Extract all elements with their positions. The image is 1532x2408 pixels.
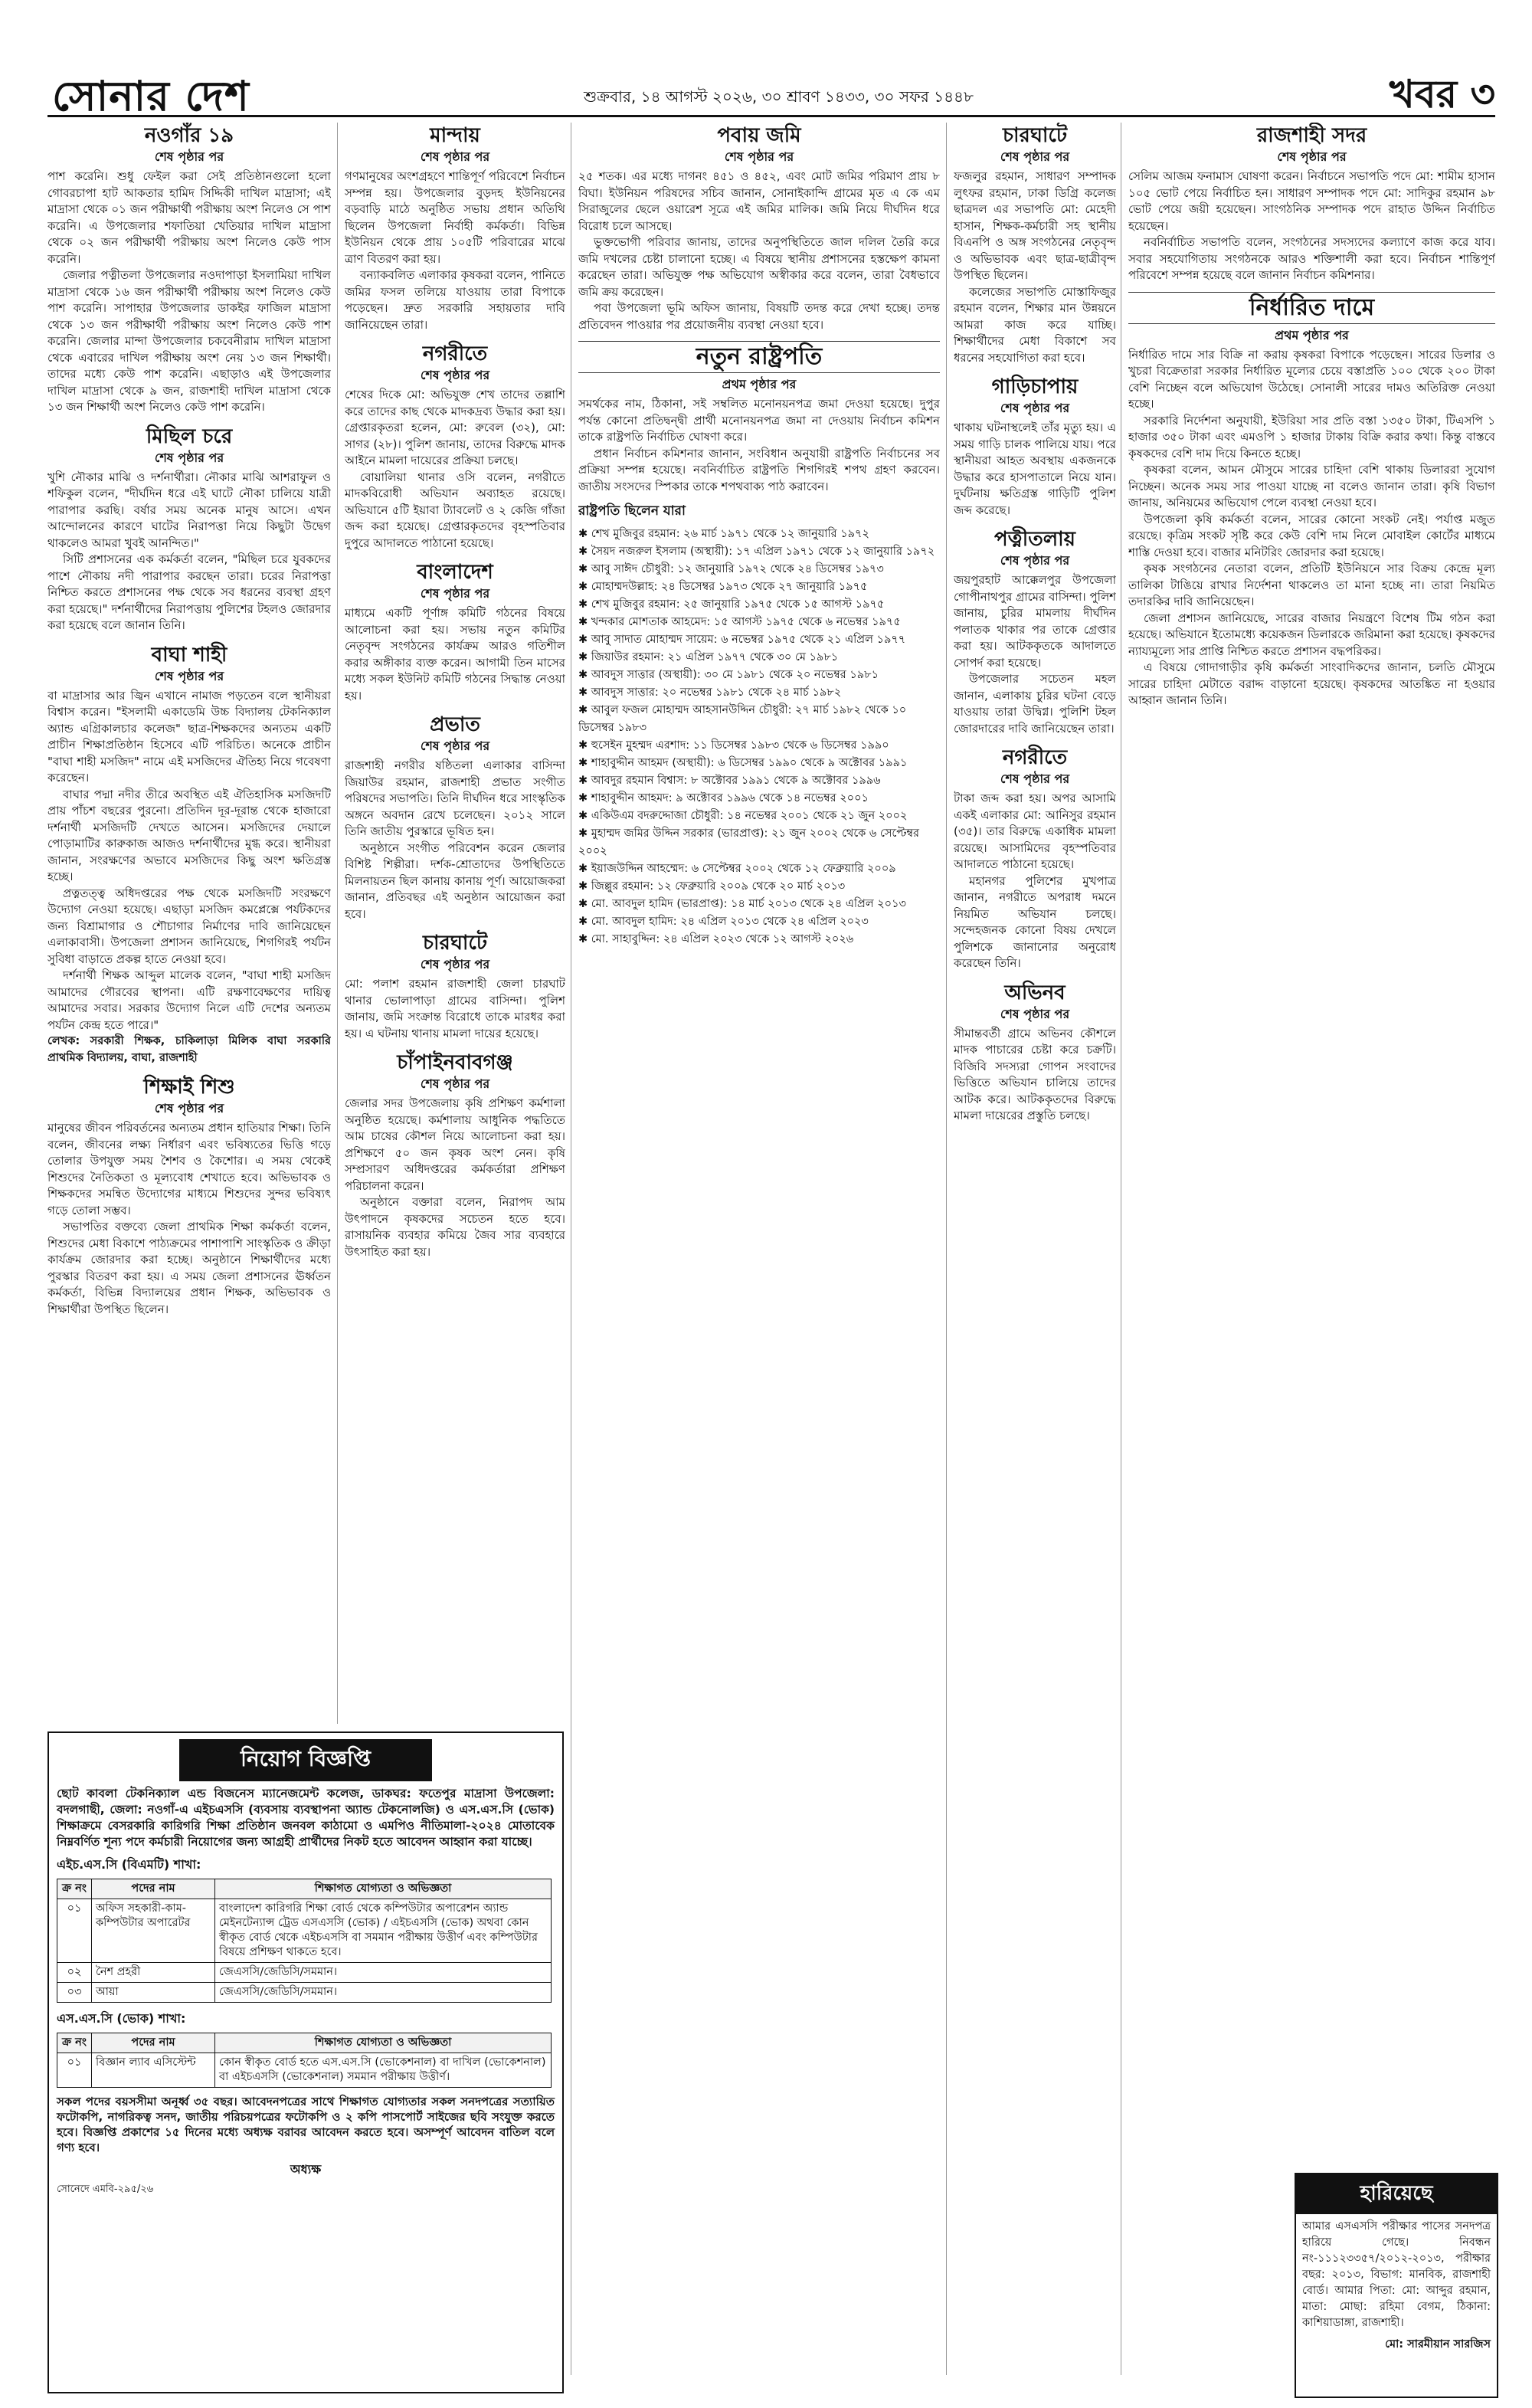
story-bangladesh: [345, 559, 565, 704]
president-list-item: ✱ জিল্লুর রহমান: ১২ ফেব্রুয়ারি ২০০৯ থেকে ২০ মার্চ ২০১৩: [578, 878, 940, 896]
story-paragraph: টাকা জব্দ করা হয়। অপর আসামি একই এলাকার মো: আনিসুর রহমান (৩৫)। তার বিরুদ্ধে একাধিক মামলা রয়েছে। আসামিদের বৃহস্পতিবার আদালতে পাঠানো হয়েছে।: [954, 791, 1116, 871]
story-paragraph: মো: পলাশ রহমান রাজশাহী জেলা চারঘাট থানার ভোলাপাড়া গ্রামের বাসিন্দা। পুলিশ জানায়, জমি সংক্রান্ত বিরোধে তাকে মারধর করা হয়। এ ঘটনায় থানায় মামলা দায়ের হয়েছে।: [345, 977, 565, 1040]
ad-table-ssc: [57, 2033, 552, 2088]
column-3: [578, 123, 940, 2375]
post-name: বিজ্ঞান ল্যাব এসিস্টেন্ট: [92, 2053, 215, 2088]
story-paragraph: সেলিম আজম ফনামাস ঘোষণা করেন। নির্বাচনে সভাপতি পদে মো: শামীম হাসান ১০৫ ভোট পেয়ে নির্বাচিত হন। সাধারণ সম্পাদক পদে মো: সাদিকুর রহমান ৯৮ ভোট পেয়ে জয়ী হয়েছেন। সাংগঠনিক সম্পাদক পদে রাহাত উদ্দিন নির্বাচিত হয়েছেন।: [1128, 169, 1495, 233]
story-paragraph: রাজশাহী নগরীর ষষ্ঠিতলা এলাকার বাসিন্দা জিয়াউর রহমান, রাজশাহী প্রভাত সংগীত পরিষদের সভাপতি। তিনি দীর্ঘদিন ধরে সাংস্কৃতিক অঙ্গনে অবদান রেখে চলেছেন। ২০১২ সালে তিনি জাতীয় পুরস্কারে ভূষিত হন।: [345, 758, 565, 838]
president-list-item: ✱ আবু সাঈদ চৌধুরী: ১২ জানুয়ারি ১৯৭২ থেকে ২৪ ডিসেম্বর ১৯৭৩: [578, 561, 940, 578]
president-list-item: ✱ ইয়াজউদ্দিন আহম্মেদ: ৬ সেপ্টেম্বর ২০০২ থেকে ১২ ফেব্রুয়ারি ২০০৯: [578, 860, 940, 878]
president-list-item: ✱ মো. সাহাবুদ্দিন: ২৪ এপ্রিল ২০২৩ থেকে ১২ আগস্ট ২০২৬: [578, 931, 940, 948]
story-paragraph: খুশি নৌকার মাঝি ও দর্শনার্থীরা। নৌকার মাঝি আশরাফুল ও শফিকুল বলেন, "দীর্ঘদিন ধরে এই ঘাটে নৌকা চালিয়ে যাত্রী পারাপার করছি। বর্ষার সময় অনেক মানুষ আসে। এখন আন্দোলনের কারণে ঘাটের নিরাপত্তা নিয়ে কিছুটা উদ্বেগ থাকলেও আমরা খুবই আনন্দিত।": [47, 470, 331, 550]
continuation-label: শেষ পৃষ্ঠার পর: [420, 586, 490, 601]
continuation-label: শেষ পৃষ্ঠার পর: [420, 149, 490, 164]
post-number: ০২: [57, 1963, 92, 1983]
story-title: বাঘা শাহী: [151, 643, 228, 667]
newspaper-logo: সোনার দেশ: [52, 71, 250, 120]
story-paragraph: উপজেলার সচেতন মহল জানান, এলাকায় চুরির ঘটনা বেড়ে যাওয়ায় তারা উদ্বিগ্ন। পুলিশি টহল জোরদারের দাবি জানিয়েছেন তারা।: [954, 672, 1116, 736]
story-paragraph: ২৫ শতক। এর মধ্যে দাগনং ৪৫১ ও ৪৫২, এবং মোট জমির পরিমাণ প্রায় ৮ বিঘা। ইউনিয়ন পরিষদের সচিব জানান, সোনাইকান্দি গ্রামের মৃত এ কে এম সিরাজুলের ছেলে ওয়ারেশ সূত্রে এই জমির মালিক। জমি নিয়ে দীর্ঘদিন ধরে বিরোধ চলে আসছে।: [578, 169, 940, 233]
story-potnitolay: [954, 526, 1116, 737]
story-bagha-shahi: [47, 642, 331, 1067]
story-nogorite-2: [954, 745, 1116, 972]
story-title: নওগাঁর ১৯: [144, 124, 234, 147]
post-qualification: কোন স্বীকৃত বোর্ড হতে এস.এস.সি (ভোকেশনাল) বা দাখিল (ভোকেশনাল) বা এইচএসসি (ভোকেশনাল) সমমান পরীক্ষায় উত্তীর্ণ।: [215, 2053, 552, 2088]
column-divider: [337, 123, 338, 1724]
story-naogaon: [47, 123, 331, 416]
story-nogorite: [345, 341, 565, 552]
president-list-item: ✱ আবদুস সাত্তার (অস্থায়ী): ৩০ মে ১৯৮১ থেকে ২০ নভেম্বর ১৯৮১: [578, 667, 940, 684]
president-list-item: ✱ সৈয়দ নজরুল ইসলাম (অস্থায়ী): ১৭ এপ্রিল ১৯৭১ থেকে ১২ জানুয়ারি ১৯৭২: [578, 543, 940, 561]
story-paragraph: সীমান্তবর্তী গ্রামে অভিনব কৌশলে মাদক পাচারের চেষ্টা করে চক্রটি। বিজিবি সদস্যরা গোপন সংবাদের ভিত্তিতে অভিযান চালিয়ে তাদের আটক করে। আটককৃতদের বিরুদ্ধে মামলা দায়েরের প্রস্তুতি চলছে।: [954, 1026, 1116, 1122]
story-title: বাংলাদেশ: [417, 561, 493, 584]
story-poba-jomi: [578, 123, 940, 333]
continuation-label: শেষ পৃষ্ঠার পর: [154, 1101, 224, 1116]
continuation-label: শেষ পৃষ্ঠার পর: [724, 149, 794, 164]
story-paragraph: গণমানুষের অংশগ্রহণে শান্তিপূর্ণ পরিবেশে নির্বাচন সম্পন্ন হয়। উপজেলার বুড়দহ ইউনিয়নের বড়বাড়ি মাঠে অনুষ্ঠিত সভায় প্রধান অতিথি ছিলেন উপজেলা নির্বাহী কর্মকর্তা। বিভিন্ন ইউনিয়ন থেকে প্রায় ১০৫টি পরিবারের মাঝে ত্রাণ বিতরণ করা হয়।: [345, 169, 565, 266]
story-paragraph: জেলার সদর উপজেলায় কৃষি প্রশিক্ষণ কর্মশালা অনুষ্ঠিত হয়েছে। কর্মশালায় আধুনিক পদ্ধতিতে আম চাষের কৌশল নিয়ে আলোচনা করা হয়। প্রশিক্ষণে ৫০ জন কৃষক অংশ নেন। কৃষি সম্প্রসারণ অধিদপ্তরের কর্মকর্তারা প্রশিক্ষণ পরিচালনা করেন।: [345, 1096, 565, 1193]
story-manda: [345, 123, 565, 333]
story-paragraph: জয়পুরহাট আক্কেলপুর উপজেলা গোপীনাথপুর গ্রামের বাসিন্দা। পুলিশ জানায়, চুরির মামলায় দীর্ঘদিন পলাতক থাকার পর তাকে গ্রেপ্তার করা হয়। আটককৃতকে আদালতে সোপর্দ করা হয়েছে।: [954, 573, 1116, 670]
story-paragraph: নির্ধারিত দামে সার বিক্রি না করায় কৃষকরা বিপাকে পড়েছেন। সারের ডিলার ও খুচরা বিক্রেতারা সরকার নির্ধারিত মূল্যের চেয়ে বস্তাপ্রতি ১০০ থেকে ২০০ টাকা বেশি নিচ্ছেন বলে অভিযোগ উঠেছে। সোনালী সারের দামও অতিরিক্ত নেওয়া হচ্ছে।: [1128, 347, 1495, 411]
author-byline: লেখক: সরকারী শিক্ষক, চাকিলাড়া মিলিক বাঘা সরকারি প্রাথমিক বিদ্যালয়, বাঘা, রাজশাহী: [47, 1035, 331, 1064]
ad-title: নিয়োগ বিজ্ঞপ্তি: [179, 1739, 432, 1781]
story-paragraph: জেলার পত্নীতলা উপজেলার নওদাপাড়া ইসলামিয়া দাখিল মাদ্রাসা থেকে ১৬ জন পরীক্ষার্থী পরীক্ষায় অংশ নিলেও কেউ পাশ করেনি। সাপাহার উপজেলার ডাকইর ফাজিল মাদ্রাসা থেকে ১৩ জন পরীক্ষার্থী পরীক্ষায় অংশ নিলেও কেউ পাশ করেনি। জেলার মান্দা উপজেলার চকবেনীরাম দাখিল মাদ্রাসা থেকে এবারের দাখিল পরীক্ষায় অংশ নেয় ১৩ জন শিক্ষার্থী। তাদের মধ্যে কেউ পাশ করেনি। এছাড়াও এই উপজেলার দাখিল মাদ্রাসা থেকে ৯ জন, রাজশাহী দাখিল মাদ্রাসা থেকে ১৩ জন শিক্ষার্থী অংশ নিলেও কেউ পাশ করেনি।: [47, 268, 331, 414]
story-paragraph: পাশ করেনি। শুধু ফেইল করা সেই প্রতিষ্ঠানগুলো হলো গোবরচাপা হাট আকতার হামিদ সিদ্দিকী দাখিল মাদ্রাসা; এই মাদ্রাসা থেকে ০১ জন পরীক্ষার্থী পরীক্ষায় অংশ নিলেও সে পাশ করেনি। এ উপজেলার শফাতিয়া খেতিয়ার দাখিল মাদ্রাসা থেকে ০২ জন পরীক্ষার্থী পরীক্ষায় অংশ নিলেও কেউ পাস করেনি।: [47, 169, 331, 266]
post-name: অফিস সহকারী-কাম-কম্পিউটার অপারেটর: [92, 1899, 215, 1963]
story-paragraph: কৃষক সংগঠনের নেতারা বলেন, প্রতিটি ইউনিয়নে সার বিক্রয় কেন্দ্রে মূল্য তালিকা টাঙিয়ে রাখার নির্দেশনা থাকলেও তা মানা হচ্ছে না। তারা নিয়মিত তদারকির দাবি জানিয়েছেন।: [1128, 562, 1495, 608]
president-list-item: ✱ আবদুর রহমান বিশ্বাস: ৮ অক্টোবর ১৯৯১ থেকে ৯ অক্টোবর ১৯৯৬: [578, 772, 940, 790]
column-2: [345, 123, 565, 1724]
story-paragraph: বা মাদ্রাসার আর জ্বিন এখানে নামাজ পড়তেন বলে স্থানীয়রা বিশ্বাস করেন। "ইসলামী একাডেমি উচ্চ বিদ্যালয় টেকনিক্যাল অ্যান্ড এগ্রিকালচার কলেজ" ছাত্র-শিক্ষকদের অন্যতম একটি প্রাচীন শিক্ষাপ্রতিষ্ঠান হিসেবে এটি পরিচিত। অনেকে প্রাচীন "বাঘা শাহী মসজিদ" নামে এই মসজিদের ঐতিহ্য নিয়ে গবেষণা করেছেন।: [47, 688, 331, 785]
col-header-qualification: শিক্ষাগত যোগ্যতা ও অভিজ্ঞতা: [215, 1879, 552, 1899]
story-paragraph: প্রধান নির্বাচন কমিশনার জানান, সংবিধান অনুযায়ী রাষ্ট্রপতি নির্বাচনের সব প্রক্রিয়া সম্পন্ন হয়েছে। নবনির্বাচিত রাষ্ট্রপতি শিগগিরই শপথ গ্রহণ করবেন। জাতীয় সংসদের স্পিকার তাকে শপথবাক্য পাঠ করাবেন।: [578, 446, 940, 493]
story-title: নগরীতে: [422, 342, 488, 365]
story-paragraph: বাঘার পদ্মা নদীর তীরে অবস্থিত এই ঐতিহাসিক মসজিদটি প্রায় পাঁচশ বছরের পুরনো। প্রতিদিন দূর-দূরান্ত থেকে হাজারো দর্শনার্থী মসজিদটি দেখতে আসেন। মসজিদের দেয়ালে পোড়ামাটির কারুকাজ আজও দর্শনার্থীদের মুগ্ধ করে। স্থানীয়রা জানান, সংরক্ষণের অভাবে মসজিদের কিছু অংশ ক্ষতিগ্রস্ত হচ্ছে।: [47, 787, 331, 883]
story-title: গাড়িচাপায়: [991, 375, 1079, 398]
table-row: [57, 1983, 552, 2003]
story-title: চাঁপাইনবাবগঞ্জ: [397, 1051, 513, 1074]
story-title: শিক্ষাই শিশু: [143, 1076, 235, 1099]
post-number: ০১: [57, 2053, 92, 2088]
table-row: [57, 2053, 552, 2088]
post-qualification: বাংলাদেশ কারিগরি শিক্ষা বোর্ড থেকে কম্পিউটার অপারেশন অ্যান্ড মেইনটেন্যান্স ট্রেড এসএসসি (ভোক) / এইচএসসি (ভোক) অথবা কোন স্বীকৃত বোর্ড থেকে এইচএসসি বা সমমান পরীক্ষায় উত্তীর্ণ এবং কম্পিউটার বিষয়ে প্রশিক্ষণ থাকতে হবে।: [215, 1899, 552, 1963]
story-paragraph: প্রত্নতত্ত্ব অধিদপ্তরের পক্ষ থেকে মসজিদটি সংরক্ষণে উদ্যোগ নেওয়া হয়েছে। এছাড়া মসজিদ কমপ্লেক্সে পর্যটকদের জন্য বিশ্রামাগার ও শৌচাগার নির্মাণের দাবি জানিয়েছেন এলাকাবাসী। উপজেলা প্রশাসন জানিয়েছে, শিগগিরই পর্যটন সুবিধা বাড়াতে প্রকল্প হাতে নেওয়া হবে।: [47, 886, 331, 966]
story-paragraph: অনুষ্ঠানে বক্তারা বলেন, নিরাপদ আম উৎপাদনে কৃষকদের সচেতন হতে হবে। রাসায়নিক ব্যবহার কমিয়ে জৈব সার ব্যবহারে উৎসাহিত করা হয়।: [345, 1195, 565, 1259]
ad-section-heading: এইচ.এস.সি (বিএমটি) শাখা:: [57, 1857, 201, 1872]
president-list-item: ✱ আবু সাদাত মোহাম্মদ সায়েম: ৬ নভেম্বর ১৯৭৫ থেকে ২১ এপ্রিল ১৯৭৭: [578, 631, 940, 649]
story-paragraph: সমর্থকের নাম, ঠিকানা, সই সম্বলিত মনোনয়নপত্র জমা দেওয়া হয়েছে। দুপুর পর্যন্ত কোনো প্রতিদ্বন্দ্বী প্রার্থী মনোনয়নপত্র জমা না দেওয়ায় নির্বাচন কমিশন তাকে রাষ্ট্রপতি নির্বাচিত ঘোষণা করে।: [578, 397, 940, 444]
story-paragraph: মাধ্যমে একটি পূর্ণাঙ্গ কমিটি গঠনের বিষয়ে আলোচনা করা হয়। সভায় নতুন কমিটির নেতৃবৃন্দ সংগঠনের কার্যক্রম আরও গতিশীল করার অঙ্গীকার ব্যক্ত করেন। আগামী তিন মাসের মধ্যে সকল ইউনিট কমিটি গঠনের সিদ্ধান্ত নেওয়া হয়।: [345, 606, 565, 703]
story-paragraph: বোয়ালিয়া থানার ওসি বলেন, নগরীতে মাদকবিরোধী অভিযান অব্যাহত রয়েছে। অভিযানে ৫টি ইয়াবা ট্যাবলেট ও ২ কেজি গাঁজা জব্দ করা হয়েছে। গ্রেপ্তারকৃতদের বৃহস্পতিবার দুপুরে আদালতে পাঠানো হয়েছে।: [345, 470, 565, 550]
section-label: খবর ৩: [1389, 71, 1495, 116]
continuation-label: শেষ পৃষ্ঠার পর: [1000, 149, 1070, 164]
story-charghat: [345, 930, 565, 1042]
president-list-item: ✱ আবুল ফজল মোহাম্মদ আহসানউদ্দিন চৌধুরী: ২৭ মার্চ ১৯৮২ থেকে ১০ ডিসেম্বর ১৯৮৩: [578, 702, 940, 737]
story-paragraph: ফজলুর রহমান, সাধারণ সম্পাদক লুৎফর রহমান, ঢাকা ডিগ্রি কলেজ ছাত্রদল এর সভাপতি মো: মেহেদী হাসান, শিক্ষক-কর্মচারী সহ স্থানীয় বিএনপি ও অঙ্গ সংগঠনের নেতৃবৃন্দ ও অভিভাবক এবং ছাত্র-ছাত্রীবৃন্দ উপস্থিত ছিলেন।: [954, 169, 1116, 282]
story-title: প্রভাত: [430, 713, 480, 736]
continuation-label: শেষ পৃষ্ঠার পর: [1000, 401, 1070, 415]
story-title: মিছিল চরে: [146, 424, 233, 448]
ad-notice: সকল পদের বয়সসীমা অনূর্ধ্ব ৩৫ বছর। আবেদনপত্রের সাথে শিক্ষাগত যোগ্যতার সকল সনদপত্রের সত্যায়িত ফটোকপি, নাগরিকত্ব সনদ, জাতীয় পরিচয়পত্রের ফটোকপি ও ২ কপি পাসপোর্ট সাইজের ছবি সংযুক্ত করতে হবে। বিজ্ঞপ্তি প্রকাশের ১৫ দিনের মধ্যে অধ্যক্ষ বরাবর আবেদন করতে হবে। অসম্পূর্ণ আবেদন বাতিল বলে গণ্য হবে।: [57, 2095, 555, 2154]
story-new-president: [578, 341, 940, 948]
story-michil-chor: [47, 424, 331, 634]
masthead: [47, 69, 1495, 120]
story-title: পবায় জমি: [717, 124, 801, 147]
story-title: চারঘাটে: [422, 932, 488, 955]
col-header-qualification: শিক্ষাগত যোগ্যতা ও অভিজ্ঞতা: [215, 2033, 552, 2053]
column-1: [47, 123, 331, 1724]
story-paragraph: থাকায় ঘটনাস্থলেই তাঁর মৃত্যু হয়। এ সময় গাড়ি চালক পালিয়ে যায়। পরে স্থানীয়রা আহত অবস্থায় একজনকে উদ্ধার করে হাসপাতালে নিয়ে যান। দুর্ঘটনায় ক্ষতিগ্রস্ত গাড়িটি পুলিশ জব্দ করেছে।: [954, 421, 1116, 517]
continuation-label: শেষ পৃষ্ঠার পর: [1000, 553, 1070, 568]
story-paragraph: সভাপতির বক্তব্যে জেলা প্রাথমিক শিক্ষা কর্মকর্তা বলেন, শিশুদের মেধা বিকাশে পাঠ্যক্রমের পাশাপাশি সাংস্কৃতিক ও ক্রীড়া কার্যক্রম জোরদার করা হচ্ছে। অনুষ্ঠানে শিক্ষার্থীদের মধ্যে পুরস্কার বিতরণ করা হয়। এ সময় জেলা প্রশাসনের ঊর্ধ্বতন কর্মকর্তা, বিভিন্ন বিদ্যালয়ের প্রধান শিক্ষক, অভিভাবক ও শিক্ষার্থীরা উপস্থিত ছিলেন।: [47, 1220, 331, 1316]
president-list-item: ✱ জিয়াউর রহমান: ২১ এপ্রিল ১৯৭৭ থেকে ৩০ মে ১৯৮১: [578, 649, 940, 667]
story-paragraph: কৃষকরা বলেন, আমন মৌসুমে সারের চাহিদা বেশি থাকায় ডিলাররা সুযোগ নিচ্ছেন। অনেক সময় সার পাওয়া যাচ্ছে না বলেও জানান তারা। কৃষি বিভাগ জানায়, অনিয়মের অভিযোগ পেলে ব্যবস্থা নেওয়া হবে।: [1128, 463, 1495, 509]
column-4: [954, 123, 1116, 2375]
president-list-item: ✱ শেখ মুজিবুর রহমান: ২৬ মার্চ ১৯৭১ থেকে ১২ জানুয়ারি ১৯৭২: [578, 526, 940, 543]
story-title: অভিনব: [1004, 981, 1066, 1004]
post-qualification: জেএসসি/জেডিসি/সমমান।: [215, 1983, 552, 2003]
story-paragraph: সরকারি নির্দেশনা অনুযায়ী, ইউরিয়া সার প্রতি বস্তা ১৩৫০ টাকা, টিএসপি ১ হাজার ৩৫০ টাকা এবং এমওপি ১ হাজার টাকায় বিক্রি করার কথা। কিন্তু বাস্তবে কৃষকদের বেশি দাম দিয়ে কিনতে হচ্ছে।: [1128, 413, 1495, 460]
post-qualification: জেএসসি/জেডিসি/সমমান।: [215, 1963, 552, 1983]
president-list-item: ✱ শাহাবুদ্দীন আহমদ (অস্থায়ী): ৬ ডিসেম্বর ১৯৯০ থেকে ৯ অক্টোবর ১৯৯১: [578, 755, 940, 772]
column-5: [1128, 123, 1495, 2161]
story-paragraph: সিটি প্রশাসনের এক কর্মকর্তা বলেন, "মিছিল চরে যুবকদের পাশে নৌকায় নদী পারাপার করছেন তারা। চরের নিরাপত্তা নিশ্চিত করতে প্রশাসনের পক্ষ থেকে সব ধরনের ব্যবস্থা গ্রহণ করা হয়েছে।" দর্শনার্থীদের নিরাপত্তায় পুলিশের টহলও জোরদার করা হয়েছে বলে জানান তিনি।: [47, 552, 331, 632]
story-shikkhai-shishu: [47, 1074, 331, 1318]
president-list-item: ✱ একিউএম বদরুদ্দোজা চৌধুরী: ১৪ নভেম্বর ২০০১ থেকে ২১ জুন ২০০২: [578, 808, 940, 825]
president-list-item: ✱ শেখ মুজিবুর রহমান: ২৫ জানুয়ারি ১৯৭৫ থেকে ১৫ আগস্ট ১৯৭৫: [578, 596, 940, 614]
continuation-label: শেষ পৃষ্ঠার পর: [420, 1076, 490, 1091]
continuation-label: শেষ পৃষ্ঠার পর: [1000, 1006, 1070, 1021]
ad-section-heading: এস.এস.সি (ভোক) শাখা:: [57, 2011, 186, 2026]
lost-notice: [1295, 2173, 1498, 2398]
column-divider: [946, 123, 947, 2375]
continuation-label: শেষ পৃষ্ঠার পর: [420, 957, 490, 971]
continuation-label: শেষ পৃষ্ঠার পর: [154, 149, 224, 164]
story-paragraph: মানুষের জীবন পরিবর্তনের অন্যতম প্রধান হাতিয়ার শিক্ষা। তিনি বলেন, জীবনের লক্ষ্য নির্ধারণ এবং ভবিষ্যতের ভিত্তি গড়ে তোলার উপযুক্ত সময় শৈশব ও কৈশোর। এ সময় থেকেই শিশুদের নৈতিকতা ও মূল্যবোধ শেখাতে হবে। অভিভাবক ও শিক্ষকদের সমন্বিত উদ্যোগের মাধ্যমে শিশুদের সুন্দর ভবিষ্যৎ গড়ে তোলা সম্ভব।: [47, 1121, 331, 1217]
president-list-item: ✱ মোহাম্মদউল্লাহ: ২৪ ডিসেম্বর ১৯৭৩ থেকে ২৭ জানুয়ারি ১৯৭৫: [578, 578, 940, 596]
story-garichapay: [954, 374, 1116, 519]
post-name: নৈশ প্রহরী: [92, 1963, 215, 1983]
president-list-item: ✱ খন্দকার মোশতাক আহমেদ: ১৫ আগস্ট ১৯৭৫ থেকে ৬ নভেম্বর ১৯৭৫: [578, 614, 940, 631]
president-list: [578, 526, 940, 948]
continuation-label: শেষ পৃষ্ঠার পর: [420, 739, 490, 753]
continuation-label: প্রথম পৃষ্ঠার পর: [1275, 327, 1349, 342]
story-obhinob: [954, 980, 1116, 1125]
story-paragraph: নবনির্বাচিত সভাপতি বলেন, সংগঠনের সদস্যদের কল্যাণে কাজ করে যাব। সবার সহযোগিতায় সংগঠনকে আরও শক্তিশালী করা হবে। নির্বাচন শান্তিপূর্ণ পরিবেশে সম্পন্ন হয়েছে বলে জানান নির্বাচন কমিশনার।: [1128, 235, 1495, 282]
continuation-label: শেষ পৃষ্ঠার পর: [154, 668, 224, 683]
story-paragraph: মহানগর পুলিশের মুখপাত্র জানান, নগরীতে অপরাধ দমনে নিয়মিত অভিযান চলছে। সন্দেহজনক কোনো বিষয় দেখলে পুলিশকে জানানোর অনুরোধ করেছেন তিনি।: [954, 873, 1116, 970]
recruitment-ad: [47, 1731, 564, 2393]
president-list-item: ✱ মো. আবদুল হামিদ (ভারপ্রাপ্ত): ১৪ মার্চ ২০১৩ থেকে ২৪ এপ্রিল ২০১৩: [578, 896, 940, 913]
story-fixed-price: [1128, 292, 1495, 709]
story-paragraph: এ বিষয়ে গোদাগাড়ীর কৃষি কর্মকর্তা সাংবাদিকদের জানান, চলতি মৌসুমে সারের চাহিদা মেটাতে বরাদ্দ বাড়ানো হয়েছে। কৃষকদের আতঙ্কিত না হওয়ার আহ্বান জানান তিনি।: [1128, 660, 1495, 707]
lost-notice-signatory: মো: সারমীয়ান সারজিস: [1385, 2338, 1491, 2351]
story-paragraph: বন্যাকবলিত এলাকার কৃষকরা বলেন, পানিতে জমির ফসল তলিয়ে যাওয়ায় তারা বিপাকে পড়েছেন। দ্রুত সরকারি সহায়তার দাবি জানিয়েছেন তারা।: [345, 268, 565, 332]
ad-signatory: অধ্যক্ষ: [290, 2162, 322, 2177]
story-title: নতুন রাষ্ট্রপতি: [578, 341, 940, 373]
col-header-post: পদের নাম: [92, 1879, 215, 1899]
story-paragraph: দর্শনার্থী শিক্ষক আব্দুল মালেক বলেন, "বাঘা শাহী মসজিদ আমাদের গৌরবের স্থাপনা। এটি রক্ষণাবেক্ষণের দায়িত্ব আমাদের সবার। সরকার উদ্যোগ নিলে এটি দেশের অন্যতম পর্যটন কেন্দ্র হতে পারে।": [47, 968, 331, 1032]
story-charghat-college: [954, 123, 1116, 366]
story-paragraph: উপজেলা কৃষি কর্মকর্তা বলেন, সারের কোনো সংকট নেই। পর্যাপ্ত মজুত রয়েছে। কৃত্রিম সংকট সৃষ্টি করে কেউ বেশি দাম নিলে মোবাইল কোর্টের মাধ্যমে শাস্তি দেওয়া হবে। বাজার মনিটরিং জোরদার করা হয়েছে।: [1128, 512, 1495, 559]
issue-date: শুক্রবার, ১৪ আগস্ট ২০২৬, ৩০ শ্রাবণ ১৪৩৩, ৩০ সফর ১৪৪৮: [584, 87, 974, 106]
ad-table-hsc: [57, 1879, 552, 2003]
president-list-item: ✱ শাহাবুদ্দীন আহমদ: ৯ অক্টোবর ১৯৯৬ থেকে ১৪ নভেম্বর ২০০১: [578, 790, 940, 808]
post-number: ০৩: [57, 1983, 92, 2003]
ad-code: সোনেদে এমবি-২৯৫/২৬: [57, 2184, 154, 2195]
president-list-item: ✱ হুসেইন মুহম্মদ এরশাদ: ১১ ডিসেম্বর ১৯৮৩ থেকে ৬ ডিসেম্বর ১৯৯০: [578, 737, 940, 755]
col-header-no: ক্র নং: [57, 1879, 92, 1899]
col-header-no: ক্র নং: [57, 2033, 92, 2053]
president-list-item: ✱ মুহাম্মদ জমির উদ্দিন সরকার (ভারপ্রাপ্ত): ২১ জুন ২০০২ থেকে ৬ সেপ্টেম্বর ২০০২: [578, 825, 940, 860]
table-row: [57, 1963, 552, 1983]
story-chapainawabganj: [345, 1050, 565, 1260]
story-title: নির্ধারিত দামে: [1128, 292, 1495, 324]
story-title: পত্নীতলায়: [994, 528, 1075, 551]
president-list-heading: রাষ্ট্রপতি ছিলেন যারা: [578, 503, 686, 519]
story-paragraph: শেষের দিকে মো: অভিযুক্ত শেখ তাদের তল্লাশি করে তাদের কাছ থেকে মাদকদ্রব্য উদ্ধার করা হয়। গ্রেপ্তারকৃতরা হলেন, মো: রুবেল (৩২), মো: সাগর (২৮)। পুলিশ জানায়, তাদের বিরুদ্ধে মাদক আইনে মামলা দায়েরের প্রক্রিয়া চলছে।: [345, 388, 565, 467]
col-header-post: পদের নাম: [92, 2033, 215, 2053]
story-title: রাজশাহী সদর: [1256, 124, 1367, 147]
president-list-item: ✱ আবদুস সাত্তার: ২০ নভেম্বর ১৯৮১ থেকে ২৪ মার্চ ১৯৮২: [578, 684, 940, 702]
story-title: নগরীতে: [1002, 746, 1068, 769]
continuation-label: শেষ পৃষ্ঠার পর: [420, 368, 490, 382]
ad-intro: ছোট কাবলা টেকনিক্যাল এন্ড বিজনেস ম্যানেজমেন্ট কলেজ, ডাকঘর: ফতেপুর মাদ্রাসা উপজেলা: বদলগাছী, জেলা: নওগাঁ-এ এইচএসসি (ব্যবসায় ব্যবস্থাপনা অ্যান্ড টেকনোলজি) ও এস.এস.সি (ভোক) শিক্ষাক্রমে বেসরকারি কারিগরি শিক্ষা প্রতিষ্ঠান জনবল কাঠামো ও এমপিও নীতিমালা-২০২৪ মোতাবেক নিম্নবর্ণিত শূন্য পদে কর্মচারী নিয়োগের জন্য আগ্রহী প্রার্থীদের নিকট হতে আবেদন আহ্বান করা যাচ্ছে।: [57, 1787, 555, 1849]
table-row: [57, 1899, 552, 1963]
story-paragraph: কলেজের সভাপতি মোস্তাফিজুর রহমান বলেন, শিক্ষার মান উন্নয়নে আমরা কাজ করে যাচ্ছি। শিক্ষার্থীদের মেধা বিকাশে সব ধরনের সহযোগিতা করা হবে।: [954, 284, 1116, 365]
president-list-item: ✱ মো. আবদুল হামিদ: ২৪ এপ্রিল ২০১৩ থেকে ২৪ এপ্রিল ২০২৩: [578, 913, 940, 931]
story-provat: [345, 712, 565, 922]
post-name: আয়া: [92, 1983, 215, 2003]
lost-notice-title: হারিয়েছে: [1296, 2174, 1497, 2214]
story-rajshahi-sadar: [1128, 123, 1495, 284]
continuation-label: শেষ পৃষ্ঠার পর: [154, 450, 224, 465]
continuation-label: শেষ পৃষ্ঠার পর: [1000, 772, 1070, 786]
continuation-label: শেষ পৃষ্ঠার পর: [1277, 149, 1347, 164]
story-paragraph: অনুষ্ঠানে সংগীত পরিবেশন করেন জেলার বিশিষ্ট শিল্পীরা। দর্শক-শ্রোতাদের উপস্থিতিতে মিলনায়তন ছিল কানায় কানায় পূর্ণ। আয়োজকরা জানান, প্রতিবছর এই অনুষ্ঠান আয়োজন করা হবে।: [345, 840, 565, 921]
story-paragraph: পবা উপজেলা ভূমি অফিস জানায়, বিষয়টি তদন্ত করে দেখা হচ্ছে। তদন্ত প্রতিবেদন পাওয়ার পর প্রয়োজনীয় ব্যবস্থা নেওয়া হবে।: [578, 301, 940, 332]
story-paragraph: ভুক্তভোগী পরিবার জানায়, তাদের অনুপস্থিতিতে জাল দলিল তৈরি করে জমি দখলের চেষ্টা চালানো হচ্ছে। এ বিষয়ে স্থানীয় প্রশাসনের হস্তক্ষেপ কামনা করেছেন তারা। অভিযুক্ত পক্ষ অভিযোগ অস্বীকার করে বলেন, তারা বৈধভাবে জমি ক্রয় করেছেন।: [578, 235, 940, 299]
story-title: চারঘাটে: [1002, 124, 1068, 147]
lost-notice-body: আমার এসএসসি পরীক্ষার পাসের সনদপত্র হারিয়ে গেছে। নিবন্ধন নং-১১১২৩৩৫৭/২০১২-২০১৩, পরীক্ষার বছর: ২০১৩, বিভাগ: মানবিক, রাজশাহী বোর্ড। আমার পিতা: মো: আব্দুর রহমান, মাতা: মোছা: রহিমা বেগম, ঠিকানা: কাশিয়াডাঙ্গা, রাজশাহী।: [1302, 2220, 1491, 2329]
continuation-label: প্রথম পৃষ্ঠার পর: [722, 377, 797, 392]
story-title: মান্দায়: [430, 124, 480, 147]
post-number: ০১: [57, 1899, 92, 1963]
story-paragraph: জেলা প্রশাসন জানিয়েছে, সারের বাজার নিয়ন্ত্রণে বিশেষ টিম গঠন করা হয়েছে। অভিযানে ইতোমধ্যে কয়েকজন ডিলারকে জরিমানা করা হয়েছে। কৃষকদের ন্যায্যমূল্যে সার প্রাপ্তি নিশ্চিত করতে প্রশাসন বদ্ধপরিকর।: [1128, 611, 1495, 658]
